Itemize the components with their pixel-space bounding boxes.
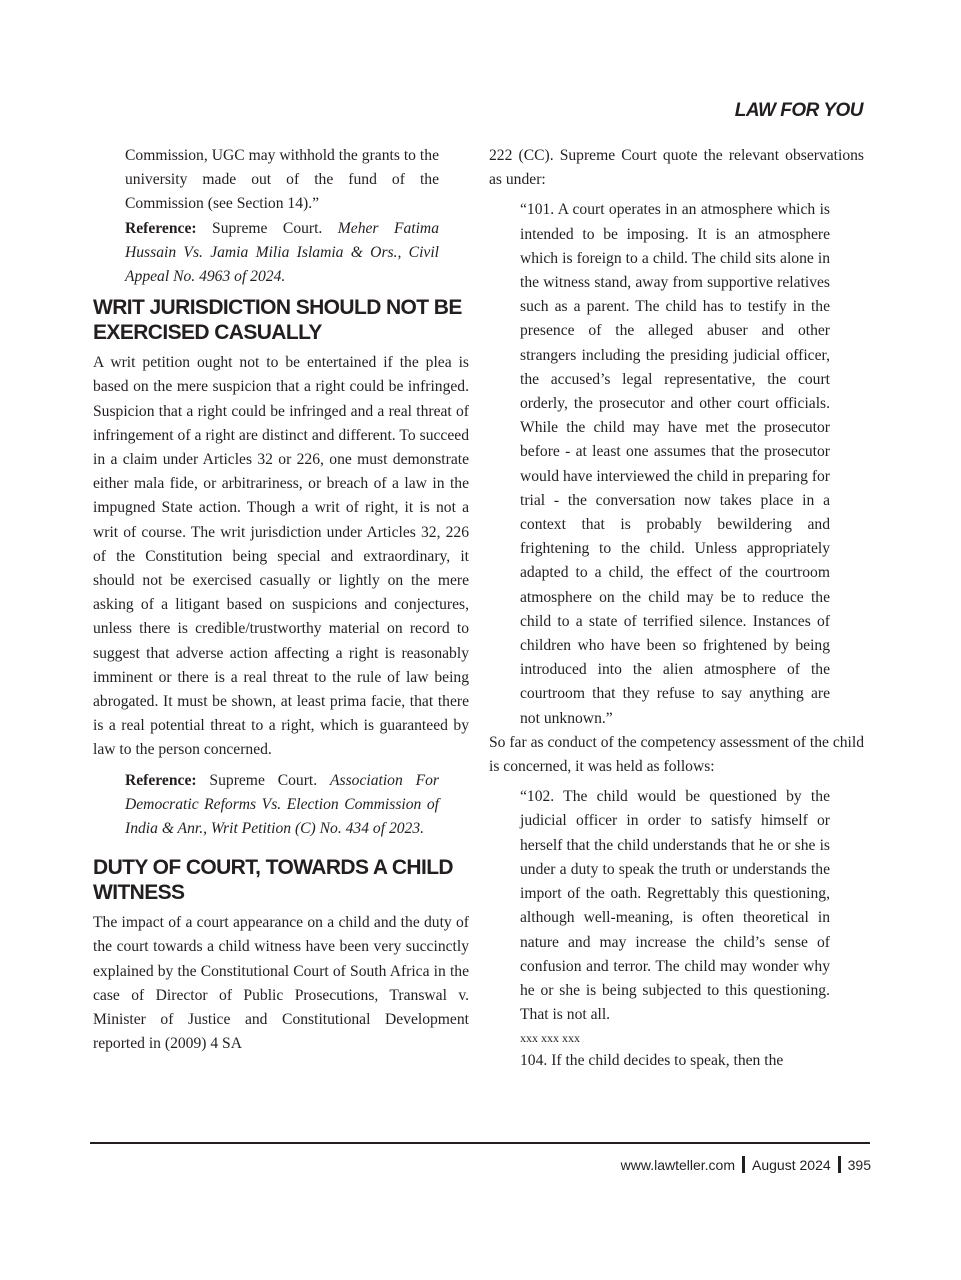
footer-issue: August 2024 <box>752 1156 831 1173</box>
reference-label: Reference: <box>125 771 197 789</box>
quote-104: 104. If the child decides to speak, then the <box>520 1052 784 1070</box>
reference-case: Meher Fatima Hussain Vs. Jamia Milia Islamia & Ors., Civil Appeal No. 4963 of 2024. <box>125 219 439 286</box>
footer-website: www.lawteller.com <box>620 1156 736 1173</box>
footer-separator <box>838 1156 841 1173</box>
reference-meher-fatima <box>93 217 469 290</box>
ellipsis-marker: xxx xxx xxx <box>520 1031 580 1046</box>
para-competency: So far as conduct of the competency assessment of the child is concerned, it was held as follows: <box>489 733 865 776</box>
footer-separator <box>742 1156 745 1173</box>
reference-adr <box>93 769 469 842</box>
para-writ-jurisdiction: A writ petition ought not to be entertained if the plea is based on the mere suspicion that a right could be infringed. Suspicion that a right could be infringed and a real threat of infringement of a right are distinct and different. To succeed in a claim under Articles 32 or 226, one must demonstrate either mala fide, or arbitrariness, or breach of a law in the impugned State action. Though a writ of right, it is not a writ of course. The writ jurisdiction under Articles 32, 226 of the Constitution being special and extraordinary, it should not be exercised casually or lightly on the mere asking of a litigant based on suspicions and conjectures, unless there is credible/trustworthy material on record to suggest that adverse action affecting a right is reasonably imminent or there is a real threat to the rule of law being abrogated. It must be shown, at least prima facie, that there is a real potential threat to a right, which is guaranteed by law to the person concerned. <box>93 354 469 759</box>
left-para-continued: Commission, UGC may withhold the grants to the university made out of the fund of the Commission (see Section 14).” <box>125 147 439 213</box>
reference-court: Supreme Court. <box>196 771 330 789</box>
reference-case: Association For Democratic Reforms Vs. Election Commission of India & Anr., Writ Petition (C) No. 434 of 2023. <box>125 771 439 838</box>
reference-label: Reference: <box>125 219 197 237</box>
left-column <box>93 144 469 1057</box>
footer-divider <box>90 1142 870 1144</box>
right-column <box>489 144 864 1074</box>
page-number: 395 <box>847 1156 871 1173</box>
right-para-continued: 222 (CC). Supreme Court quote the relevant observations as under: <box>489 147 864 189</box>
quote-101: “101. A court operates in an atmosphere which is intended to be imposing. It is an atmosphere which is foreign to a child. The child sits alone in the witness stand, away from supportive relatives such as a parent. The child has to testify in the presence of the alleged abuser and other strangers including the presiding judicial officer, the accused’s legal representative, the court orderly, the prosecutor and other court officials. While the child may have met the prosecutor before - at least one assumes that the prosecutor would have interviewed the child in preparing for trial - the conversation now takes place in a context that is probably bewildering and frightening to the child. Unless appropriately adapted to a child, the effect of the courtroom atmosphere on the child may be to reduce the child to a state of terrified silence. Instances of children who have been so frightened by being introduced into the alien atmosphere of the courtroom that they refuse to say anything are not unknown.” <box>520 201 830 727</box>
para-child-witness: The impact of a court appearance on a child and the duty of the court towards a child witness have been very succinctly explained by the Constitutional Court of South Africa in the case of Director of Public Prosecutions, Transwal v. Minister of Justice and Constitutional Development reported in (2009) 4 SA <box>93 914 469 1053</box>
heading-child-witness: DUTY OF COURT, TOWARDS A CHILD WITNESS <box>93 856 454 905</box>
quote-102: “102. The child would be questioned by the judicial officer in order to satisfy himself or herself that the child understands that he or she is under a duty to speak the truth or understands the import of the oath. Regrettably this questioning, although well-meaning, is often theoretical in nature and may increase the child’s sense of confusion and terror. The child may wonder why he or she is being subjected to this questioning. That is not all. <box>520 788 830 1024</box>
reference-court: Supreme Court. <box>196 219 338 237</box>
heading-writ-jurisdiction: WRIT JURISDICTION SHOULD NOT BE EXERCISED CASUALLY <box>93 296 462 345</box>
page-footer <box>621 1156 871 1173</box>
magazine-section-title: LAW FOR YOU <box>734 100 863 121</box>
